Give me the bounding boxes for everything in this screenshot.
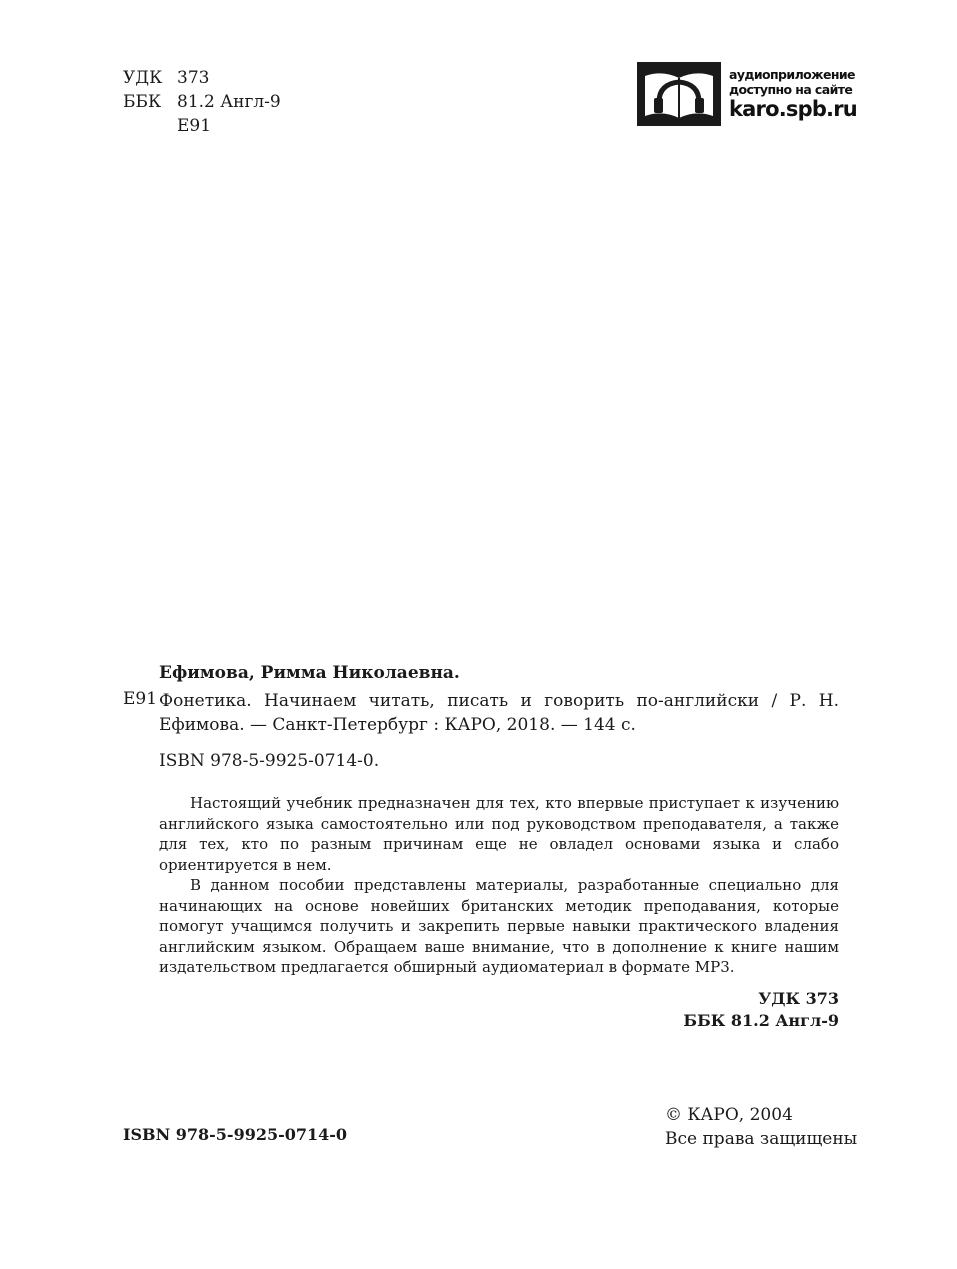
logo-line-2: доступно на сайте [729, 82, 853, 97]
abstract [159, 793, 839, 978]
udc-code: УДК 373 [758, 989, 839, 1008]
audio-app-logo [637, 62, 857, 126]
isbn-footer: ISBN 978-5-9925-0714-0 [123, 1125, 348, 1144]
abstract-paragraph-1: Настоящий учебник предназначен для тех, кто впервые приступает к изучению английского языка самостоятельно или под руководством преподавателя, а также для тех, кто по разным причинам еще не овладел основами языка и слабо ориентируется в нем. [159, 794, 839, 874]
author-mark-row [123, 114, 281, 138]
bbk-value: 81.2 Англ-9 [177, 92, 281, 112]
bbk-code: ББК 81.2 Англ-9 [683, 1011, 839, 1030]
book-headphones-icon [637, 62, 721, 126]
author-mark: Е91 [123, 689, 158, 709]
isbn-line: ISBN 978-5-9925-0714-0. [159, 751, 380, 771]
bbk-row [123, 90, 281, 114]
copyright-text: © КАРО, 2004 [665, 1105, 793, 1125]
bbk-label: ББК [123, 92, 162, 112]
classification-right [600, 988, 839, 1032]
logo-text [729, 67, 857, 121]
author-mark-value: Е91 [177, 116, 212, 136]
abstract-paragraph-2: В данном пособии представлены материалы, разработанные специально для начинающих на основе новейших британских методик преподавания, которые помогут учащимся получить и закрепить первые навыки практического владения английским языком. Обращаем ваше внимание, что в дополнение к книге нашим издательством предлагается обширный аудиоматериал в формате МР3. [159, 876, 839, 976]
udc-value: 373 [177, 68, 210, 88]
bibliographic-description: Фонетика. Начинаем читать, писать и говорить по-английски / Р. Н. Ефимова. — Санкт-Петербург : КАРО, 2018. — 144 с. [159, 691, 839, 735]
udc-label: УДК [123, 68, 163, 88]
rights-text: Все права защищены [665, 1129, 858, 1149]
udc-row [123, 66, 281, 90]
logo-site: karo.spb.ru [729, 97, 857, 121]
author-mark-label [123, 114, 177, 138]
author-heading: Ефимова, Римма Николаевна. [159, 663, 460, 683]
copyright-block [665, 1103, 857, 1151]
logo-line-1: аудиоприложение [729, 67, 855, 82]
classification-codes [123, 66, 281, 138]
